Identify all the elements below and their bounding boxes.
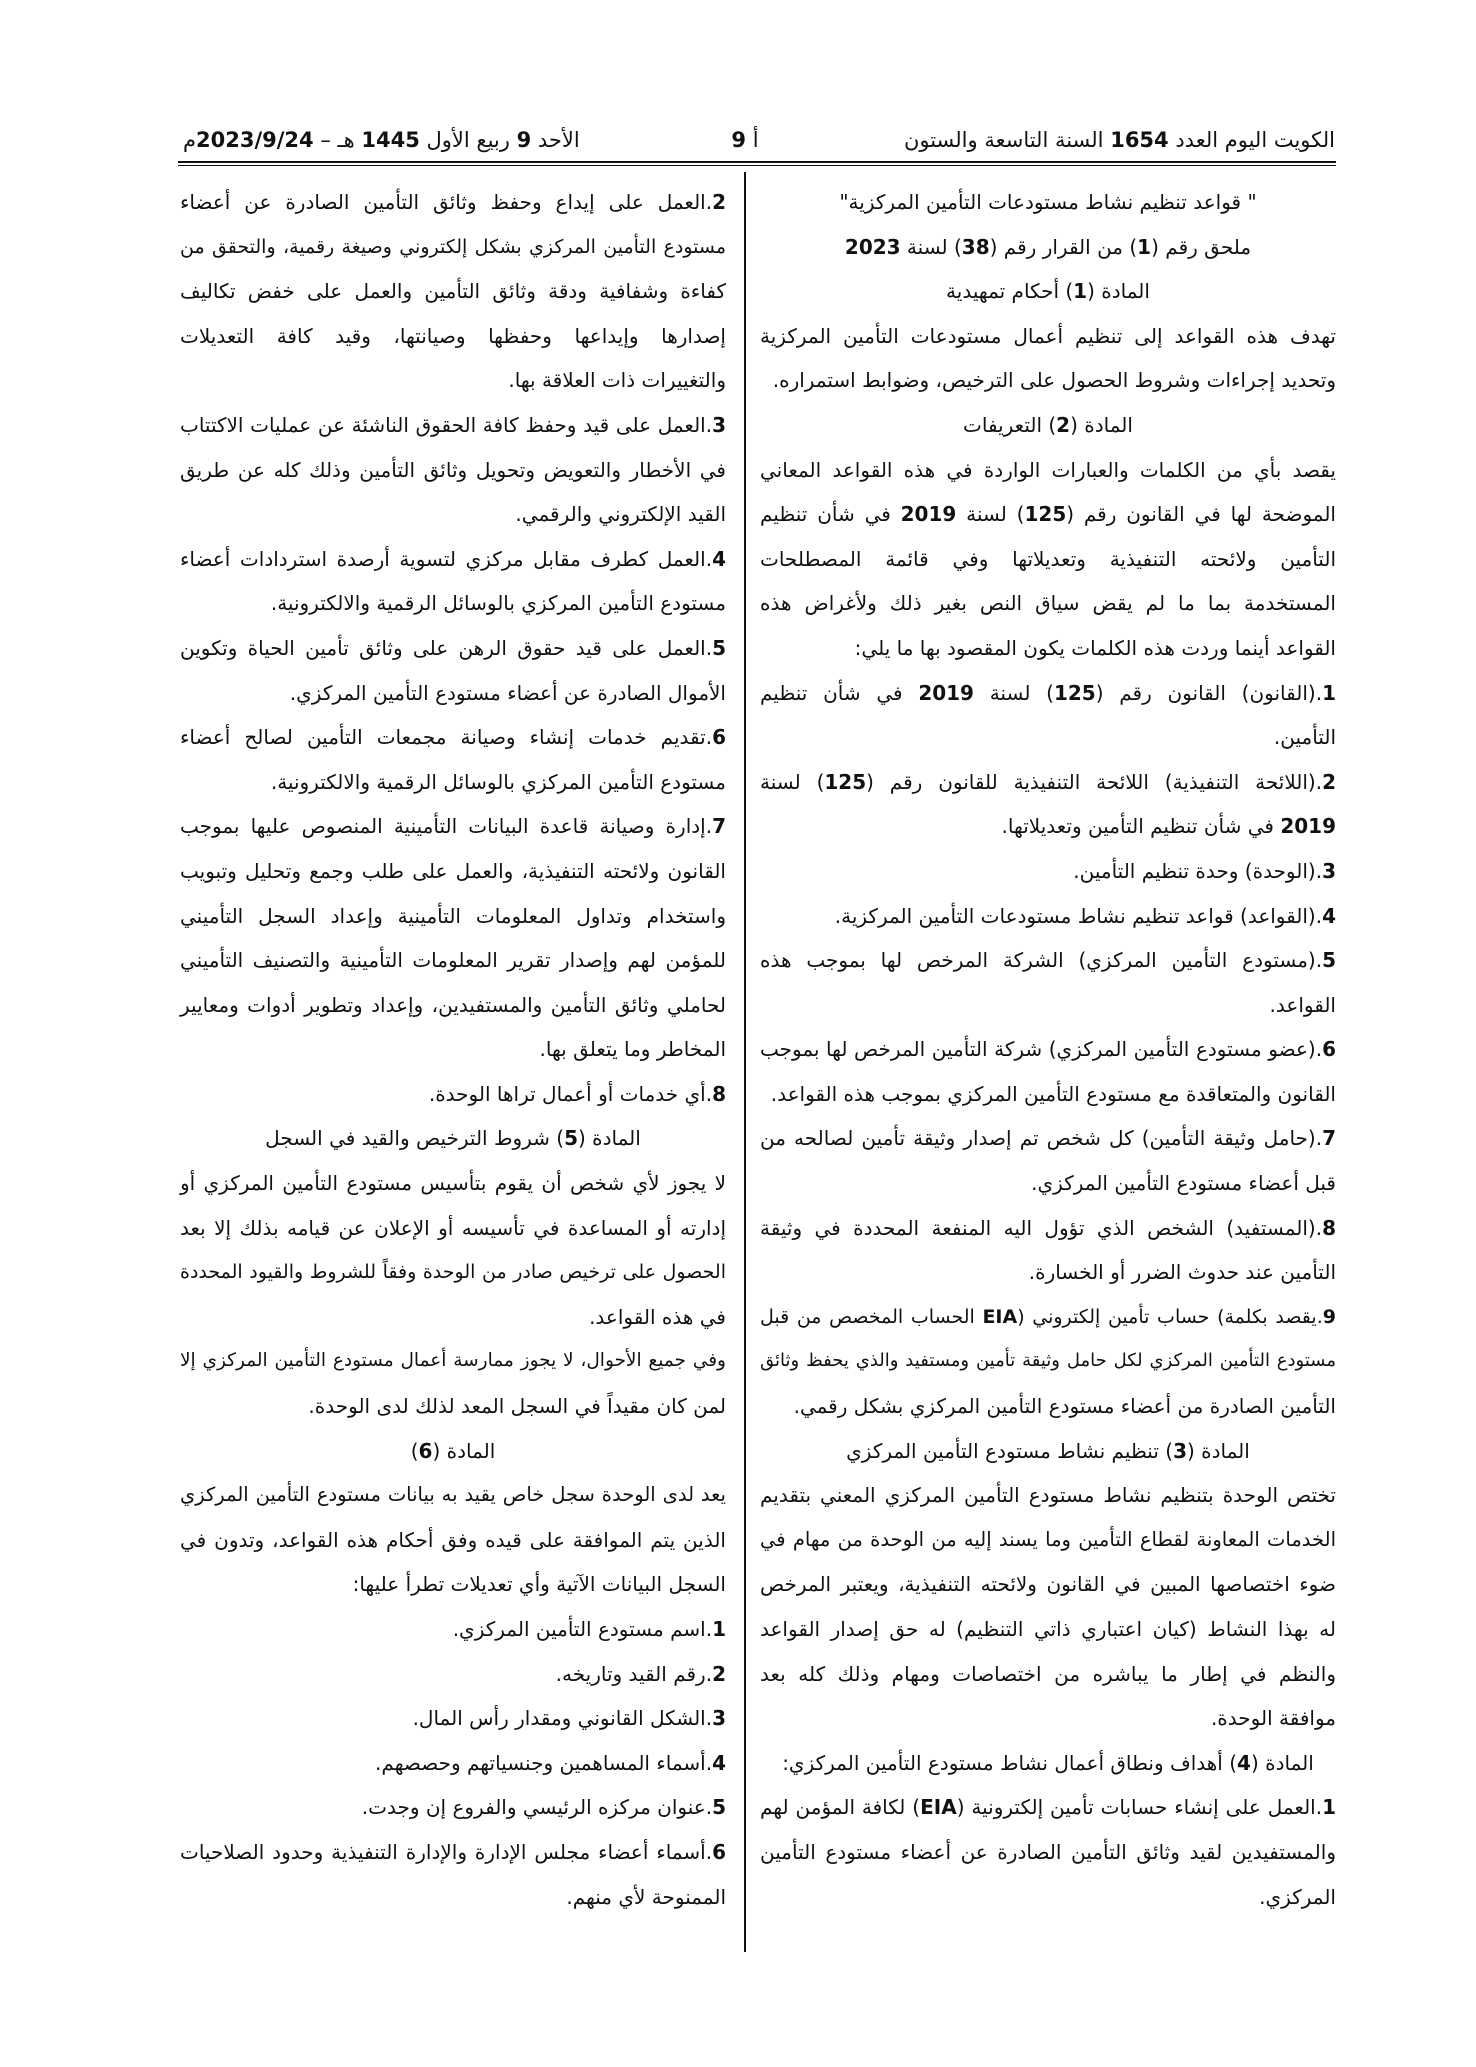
text-line: 4.العمل كطرف مقابل مركزي لتسوية أرصدة استردادات أعضاء (180, 546, 726, 571)
text-line: الأموال الصادرة عن أعضاء مستودع التأمين المركزي. (289, 680, 726, 705)
column-divider (744, 172, 746, 1952)
heading-text: المادة (2) التعريفات (963, 412, 1133, 437)
numbered-item (760, 760, 1336, 849)
numbered-item (760, 1206, 1336, 1295)
numbered-item (180, 715, 726, 804)
text-line: 5.عنوان مركزه الرئيسي والفروع إن وجدت. (361, 1795, 726, 1820)
text-line: مستودع التأمين المركزي بالوسائل الرقمية والالكترونية. (270, 769, 726, 794)
text-line: مستودع التأمين المركزي بالوسائل الرقمية والالكترونية. (270, 591, 726, 616)
text-line: 3.الشكل القانوني ومقدار رأس المال. (412, 1706, 726, 1731)
numbered-item (760, 894, 1336, 939)
heading-text: المادة (6) (410, 1438, 496, 1463)
article-heading (760, 269, 1336, 314)
text-line: والتغييرات ذات العلاقة بها. (508, 368, 726, 393)
text-line: 8.أي خدمات أو أعمال تراها الوحدة. (428, 1081, 726, 1106)
article-heading (180, 1429, 726, 1474)
numbered-item (180, 1785, 726, 1830)
text-line: تهدف هذه القواعد إلى تنظيم أعمال مستودعات التأمين المركزية (760, 323, 1336, 348)
text-line: تختص الوحدة بتنظيم نشاط مستودع التأمين المركزي المعني بتقديم (760, 1483, 1336, 1508)
numbered-item (760, 1785, 1336, 1919)
numbered-item (180, 626, 726, 715)
gazette-title: الكويت اليوم العدد 1654 السنة التاسعة والستون (903, 128, 1335, 152)
numbered-item (180, 1072, 726, 1117)
text-line: 2.(اللائحة التنفيذية) اللائحة التنفيذية للقانون رقم (125) لسنة (760, 769, 1336, 794)
text-line: القانون ولائحته التنفيذية، والعمل على طلب وجمع وتحليل وتبويب (180, 858, 726, 883)
text-line: 9.يقصد بكلمة) حساب تأمين إلكتروني (EIA الحساب المخصص من قبل (760, 1305, 1336, 1328)
text-line: القيد الإلكتروني والرقمي. (515, 502, 726, 527)
issue-date: الأحد 9 ربيع الأول 1445 هـ – 2023/9/24م (183, 128, 580, 152)
article-heading (760, 180, 1336, 225)
page-number: أ 9 (731, 128, 759, 152)
text-line: المركزي. (1259, 1884, 1336, 1909)
text-line: الخدمات المعاونة لقطاع التأمين وما يسند إليه من الوحدة من مهام في (760, 1527, 1336, 1551)
text-line: يعد لدى الوحدة سجل خاص يقيد به بيانات مستودع التأمين المركزي (180, 1483, 726, 1507)
heading-text: المادة (3) تنظيم نشاط مستودع التأمين المركزي (846, 1438, 1250, 1463)
numbered-item (180, 1607, 726, 1652)
text-line: 4.(القواعد) قواعد تنظيم نشاط مستودعات التأمين المركزية. (834, 903, 1336, 928)
text-line: 7.إدارة وصيانة قاعدة البيانات التأمينية المنصوص عليها بموجب (180, 814, 726, 839)
numbered-item (180, 403, 726, 537)
article-heading (760, 1741, 1336, 1786)
text-line: 1.العمل على إنشاء حسابات تأمين إلكترونية (EIA) لكافة المؤمن لهم (760, 1795, 1337, 1820)
numbered-item (760, 938, 1336, 1027)
text-line: القواعد أينما وردت هذه الكلمات يكون المقصود بها ما يلي: (854, 635, 1336, 660)
article-heading (180, 1116, 726, 1161)
text-line: 3.(الوحدة) وحدة تنظيم التأمين. (1073, 858, 1336, 883)
article-heading (760, 403, 1336, 448)
text-line: يقصد بأي من الكلمات والعبارات الواردة في هذه القواعد المعاني (760, 457, 1336, 482)
text-line: المستخدمة بما ما لم يقض سياق النص بغير ذلك ولأغراض هذه (760, 591, 1336, 616)
header-rule (178, 161, 1336, 166)
text-line: 1.اسم مستودع التأمين المركزي. (452, 1617, 726, 1641)
text-line: لمن كان مقيداً في السجل المعد لذلك لدى الوحدة. (308, 1394, 726, 1419)
text-line: لا يجوز لأي شخص أن يقوم بتأسيس مستودع التأمين المركزي أو (180, 1171, 726, 1196)
numbered-item (760, 1116, 1336, 1205)
text-line: التأمين ولائحته التنفيذية وتعديلاتها وفي قائمة المصطلحات (760, 546, 1336, 571)
text-line: له بهذا النشاط (كيان اعتباري ذاتي التنظيم) له حق إصدار القواعد (760, 1617, 1336, 1641)
text-line: والنظم في إطار ما يباشره من اختصاصات ومهام وذلك كله بعد (760, 1661, 1336, 1686)
text-line: 6.تقديم خدمات إنشاء وصيانة مجمعات التأمين لصالح أعضاء (180, 725, 726, 750)
text-line: قبل أعضاء مستودع التأمين المركزي. (1031, 1171, 1336, 1196)
numbered-item (760, 1295, 1336, 1429)
text-line: التأمين عند حدوث الضرر أو الخسارة. (1028, 1260, 1336, 1285)
numbered-item (180, 1830, 726, 1919)
text-line: وفي جميع الأحوال، لا يجوز ممارسة أعمال مستودع التأمين المركزي إلا (180, 1350, 726, 1372)
text-line: القانون والمتعاقدة مع مستودع التأمين المركزي بموجب هذه القواعد. (770, 1081, 1336, 1106)
text-line: الحصول على ترخيص صادر من الوحدة وفقاً للشروط والقيود المحددة (180, 1261, 726, 1284)
numbered-item (180, 1696, 726, 1741)
heading-text: المادة (1) أحكام تمهيدية (946, 279, 1150, 304)
text-line: 8.(المستفيد) الشخص الذي تؤول اليه المنفعة المحددة في وثيقة (760, 1215, 1336, 1240)
text-line: إدارته أو المساعدة في تأسيسه أو الإعلان عن قيامه بذلك إلا بعد (180, 1215, 726, 1240)
text-line: السجل البيانات الآتية وأي تعديلات تطرأ عليها: (352, 1572, 726, 1597)
numbered-item (180, 180, 726, 403)
text-line: 3.العمل على قيد وحفظ كافة الحقوق الناشئة عن عمليات الاكتتاب (180, 412, 726, 437)
text-line: 2.العمل على إيداع وحفظ وثائق التأمين الصادرة عن أعضاء (180, 190, 726, 214)
text-line: الذين يتم الموافقة على قيده وفق أحكام هذه القواعد، وتدون في (180, 1527, 726, 1552)
text-line: الممنوحة لأي منهم. (566, 1884, 726, 1909)
numbered-item (180, 1652, 726, 1697)
text-line: القواعد. (1269, 992, 1336, 1017)
numbered-item (760, 849, 1336, 894)
text-line: للمؤمن لهم وإصدار تقرير المعلومات التأمينية والتصنيف التأميني (180, 948, 726, 973)
left-column (180, 180, 726, 1919)
numbered-item (760, 671, 1336, 760)
text-line: وتحديد إجراءات وشروط الحصول على الترخيص، وضوابط استمراره. (772, 368, 1336, 393)
text-line: 5.(مستودع التأمين المركزي) الشركة المرخص لها بموجب هذه (760, 948, 1336, 973)
text-line: الموضحة لها في القانون رقم (125) لسنة 2019 في شأن تنظيم (760, 502, 1336, 527)
heading-text: المادة (4) أهداف ونطاق أعمال نشاط مستودع التأمين المركزي: (782, 1750, 1314, 1775)
paragraph (760, 448, 1336, 671)
heading-text: ملحق رقم (1) من القرار رقم (38) لسنة 2023 (844, 234, 1252, 259)
text-line: 6.أسماء أعضاء مجلس الإدارة والإدارة التنفيذية وحدود الصلاحيات (180, 1839, 726, 1864)
text-line: في هذه القواعد. (589, 1304, 726, 1329)
right-column (760, 180, 1336, 1919)
numbered-item (180, 804, 726, 1072)
text-line: واستخدام وتداول المعلومات التأمينية وإعداد السجل التأميني (180, 903, 726, 928)
article-heading (760, 1429, 1336, 1474)
text-line: في الأخطار والتعويض وتحويل وثائق التأمين وذلك كله عن طريق (180, 457, 726, 482)
numbered-item (760, 1027, 1336, 1116)
numbered-item (180, 1741, 726, 1786)
text-line: ضوء اختصاصها المبين في القانون ولائحته التنفيذية، ويعتبر المرخص (760, 1572, 1336, 1597)
paragraph (760, 1473, 1336, 1741)
text-line: والمستفيدين لقيد وثائق التأمين الصادرة عن أعضاء مستودع التأمين (760, 1839, 1336, 1864)
paragraph (180, 1473, 726, 1607)
text-line: إصدارها وإيداعها وحفظها وصيانتها، وقيد كافة التعديلات (180, 323, 726, 348)
text-line: موافقة الوحدة. (1210, 1706, 1336, 1731)
paragraph (180, 1161, 726, 1339)
text-line: كفاءة وشفافية ودقة وثائق التأمين والعمل على خفض تكاليف (180, 279, 726, 304)
text-line: 1.(القانون) القانون رقم (125) لسنة 2019 في شأن تنظيم (760, 680, 1336, 705)
text-line: مستودع التأمين المركزي لكل حامل وثيقة تأمين ومستفيد والذي يحفظ وثائق (760, 1350, 1336, 1372)
text-line: 4.أسماء المساهمين وجنسياتهم وحصصهم. (375, 1750, 726, 1775)
heading-text: المادة (5) شروط الترخيص والقيد في السجل (265, 1126, 641, 1151)
numbered-item (180, 537, 726, 626)
text-line: مستودع التأمين المركزي بشكل إلكتروني وصيغة رقمية، والتحقق من (180, 235, 726, 258)
text-line: التأمين. (1273, 725, 1336, 750)
paragraph (760, 314, 1336, 403)
text-line: المخاطر وما يتعلق بها. (539, 1037, 726, 1062)
heading-text: " قواعد تنظيم نشاط مستودعات التأمين المركزية" (839, 190, 1257, 214)
text-line: 6.(عضو مستودع التأمين المركزي) شركة التأمين المرخص لها بموجب (760, 1037, 1336, 1062)
text-line: 2.رقم القيد وتاريخه. (555, 1661, 726, 1686)
text-line: لحاملي وثائق التأمين والمستفيدين، وإعداد وتطوير أدوات ومعايير (180, 992, 726, 1017)
text-line: 5.العمل على قيد حقوق الرهن على وثائق تأمين الحياة وتكوين (180, 635, 726, 660)
paragraph (180, 1339, 726, 1428)
text-line: التأمين الصادرة من أعضاء مستودع التأمين المركزي بشكل رقمي. (793, 1394, 1336, 1419)
article-heading (760, 225, 1336, 270)
text-line: 2019 في شأن تنظيم التأمين وتعديلاتها. (1001, 814, 1336, 839)
text-line: 7.(حامل وثيقة التأمين) كل شخص تم إصدار وثيقة تأمين لصالحه من (760, 1126, 1336, 1151)
